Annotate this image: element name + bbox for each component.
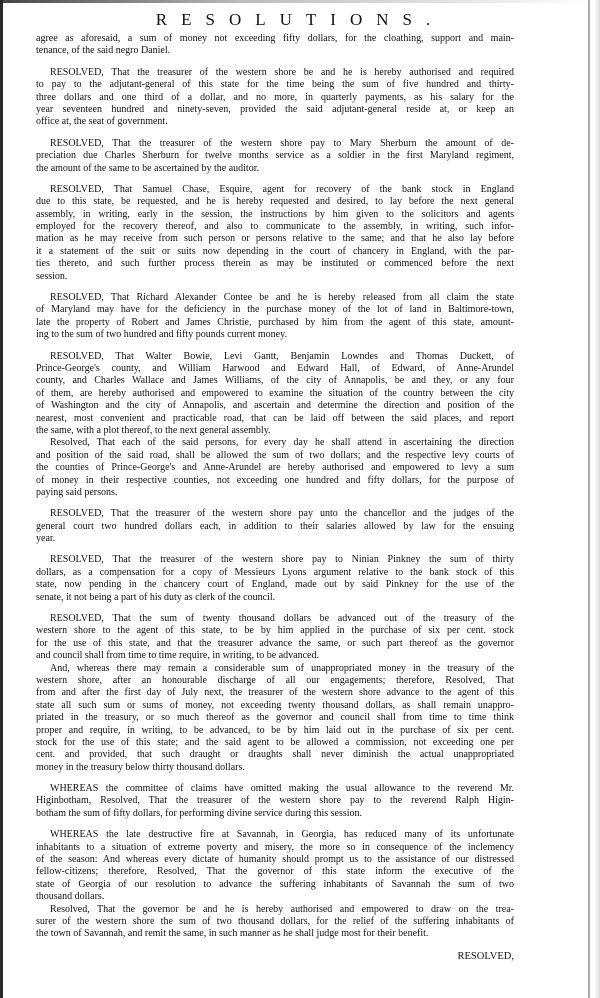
resolution-paragraph [36,292,514,342]
text-line: western shore to the agent of this state, to be by him applied in the purchase of six per cent. stock [36,625,514,637]
text-line: and position of the said road, shall be allowed the sum of two dollars; and the respective levy courts of [36,449,514,461]
text-line: WHEREAS the committee of claims have omitted making the usual allowance to the reverend Mr. [50,783,514,795]
text-line: general court two hundred dollars each, in addition to their salaries allowed by law for the ensuing [36,520,514,532]
text-line: fellow-citizens; therefore, Resolved, That the governor of this state inform the executive of the [36,866,514,878]
text-line: surer of the western shore the sum of two thousand dollars, for the relief of the suffering inhabitants of [36,916,514,927]
text-line: thousand dollars. [36,891,105,903]
text-line: of Washington and the city of Annapolis, and ascertain and determine the direction and position of the [36,400,514,412]
text-line: RESOLVED, That Richard Alexander Contee be and he is hereby released from all claim the state [50,292,514,304]
text-line: to pay to the adjutant-general of this state for the time being the sum of five hundred and thirty- [36,79,514,91]
text-line: RESOLVED, That Samuel Chase, Esquire, agent for recovery of the bank stock in England [50,183,514,195]
text-line: of the season: And whereas every dictate of humanity should prompt us to the assistance of our distressed [36,854,514,866]
text-line: session. [36,270,68,282]
page-title: RESOLUTIONS. [155,10,445,29]
text-line: office at, the seat of government. [36,116,168,128]
document-body [36,33,514,941]
text-line: RESOLVED, That the treasurer of the western shore pay to Ninian Pinkney the sum of thirty [50,554,514,566]
text-line: nearest, most convenient and practicable road, that can be laid off between the said places, and report [36,412,514,424]
text-line: dollars, as a compensation for a copy of Messieurs Lyons argument relative to the bank stock of this [36,566,514,578]
text-line: and council shall from time to time require, in writing, to be advanced. [36,650,319,662]
scan-edge-top [0,0,600,3]
page-text-column [36,33,514,963]
text-line: RESOLVED, That the treasurer of the western shore pay to Mary Sherburn the amount of de- [50,137,514,149]
text-line: the same, with a plot thereof, to the next general assembly. [36,424,271,436]
text-line: Prince-George's county, and William Harwood and Edward Hall, of Edward, of Anne-Arundel [36,362,514,374]
text-line: state, now pending in the chancery court of England, made out by said Pinkney for the use of the [36,579,514,591]
text-line: priated in the treasury, or so much thereof as the governor and council shall from time to time think [36,712,514,724]
resolution-paragraph [36,67,514,129]
scan-shadow-right [594,0,600,998]
resolution-paragraph [36,508,514,545]
text-line: inhabitants to a situation of extreme poverty and misery, the more so in consequence of the inclemency [36,841,514,853]
text-line: ties thereto, and such further process therein as may be instituted or commenced before the next [36,258,514,270]
text-line: money in the treasury below thirty thousand dollars. [36,761,245,773]
text-line: the town of Savannah, and remit the same, in such manner as he shall judge most for their benefit. [36,928,429,940]
resolution-paragraph [36,138,514,175]
text-line: three dollars and one third of a dollar, and no more, in quarterly payments, as his salary for the [36,91,514,103]
text-line: late the property of Robert and James Christie, purchased by him from the agent of this state, amount- [36,316,514,328]
text-line: the amount of the same to be ascertained by the auditor. [36,162,259,174]
text-line: cent. and provided, that such draught or draughts shall never diminish the actual unappropriated [36,749,514,761]
resolution-paragraph [36,554,514,604]
resolution-paragraph [36,33,514,58]
text-line: preciation due Charles Sherburn for twelve months service as a soldier in the first Maryland regiment, [36,150,514,162]
text-line: proper and require, in writing, to be advanced, to be by him laid out in the purchase of six per cent. [36,724,514,736]
text-line: assembly, in writing, early in the session, the instructions by him given to the solicitors and agents [36,208,514,220]
resolution-paragraph [36,904,514,941]
text-line: of money in their respective counties, not exceeding one hundred and fifty dollars, for the purpose of [36,474,514,486]
text-line: from and after the first day of July next, the treasurer of the western shore advance to the agent of this [36,687,514,699]
text-line: state of Georgia of our resolution to advance the suffering inhabitants of Savannah the sum of two [36,878,514,890]
resolution-paragraph [36,783,514,820]
scan-edge-right [588,0,590,998]
resolution-paragraph [36,829,514,903]
resolution-paragraph [36,184,514,283]
text-line: botham the sum of fifty dollars, for performing divine service during this session. [36,807,363,819]
text-line: county, and Charles Wallace and James Williams, of the city of Annapolis, be and they, or any four [36,375,514,387]
text-line: state all such sum or sums of money, not exceeding twenty thousand dollars, as shall remain unappro- [36,699,514,711]
text-line: paying said persons. [36,486,118,498]
text-line: Higinbotham, Resolved, That the treasurer of the western shore pay to the reverend Ralph Higin- [36,795,514,807]
text-line: RESOLVED, That the treasurer of the western shore be and he is hereby authorised and required [50,66,514,78]
text-line: agree as aforesaid, a sum of money not exceeding fifty dollars, for the cloathing, support and main- [36,33,514,44]
text-line: stock for the use of this state; and the said agent to be allowed a commission, not exceeding one per [36,736,514,748]
text-line: of Maryland may have for the deficiency in the purchase money of the lot of land in Baltimore-town, [36,304,514,316]
resolution-paragraph [36,613,514,663]
text-line: WHEREAS the late destructive fire at Savannah, in Georgia, has reduced many of its unfortunate [50,829,514,841]
text-line: ing to the sum of two hundred and fifty pounds current money. [36,329,287,341]
text-line: it a statement of the suit or suits now depending in the court of chancery in England, with the par- [36,245,514,257]
text-line: due to this state, be requested, and he is hereby requested and desired, to lay before the next general [36,196,514,208]
text-line: And, whereas there may remain a considerable sum of unappropriated money in the treasury of the [50,662,514,674]
text-line: RESOLVED, That the sum of twenty thousand dollars be advanced out of the treasury of the [50,613,514,625]
text-line: for the use of this state, and that the treasurer advance the same, or such part thereof as the governor [36,637,514,649]
catchword: RESOLVED, [457,950,514,962]
scan-edge-left [0,0,3,998]
text-line: RESOLVED, That the treasurer of the western shore pay unto the chancellor and the judges of the [50,508,514,520]
text-line: mation as he may receive from such person or persons relative to the same; and that he also lay before [36,233,514,245]
text-line: RESOLVED, That Walter Bowie, Levi Gantt, Benjamin Lowndes and Thomas Duckett, of [50,350,514,362]
text-line: western shore, after an honourable discharge of all our engagements; therefore, Resolved, That [36,674,514,686]
text-line: year seventeen hundred and ninety-seven, provided the said adjutant-general reside at, or keep an [36,103,514,115]
resolution-paragraph [36,663,514,775]
text-line: employed for the recovery thereof, and also to communicate to the assembly, in writing, such infor- [36,221,514,233]
text-line: Resolved, That the governor be and he is hereby authorised and empowered to draw on the trea- [50,903,514,915]
text-line: year. [36,533,56,545]
resolution-paragraph [36,351,514,438]
resolution-paragraph [36,437,514,499]
text-line: Resolved, That each of the said persons, for every day he shall attend in ascertaining the direction [50,437,514,449]
text-line: the counties of Prince-George's and Anne-Arundel are hereby authorised and empowered to levy a sum [36,462,514,474]
text-line: senate, it not being a part of his duty as clerk of the council. [36,591,276,603]
text-line: tenance, of the said negro Daniel. [36,45,171,57]
text-line: of them, are hereby authorised and empowered to examine the situation of the country between the city [36,387,514,399]
